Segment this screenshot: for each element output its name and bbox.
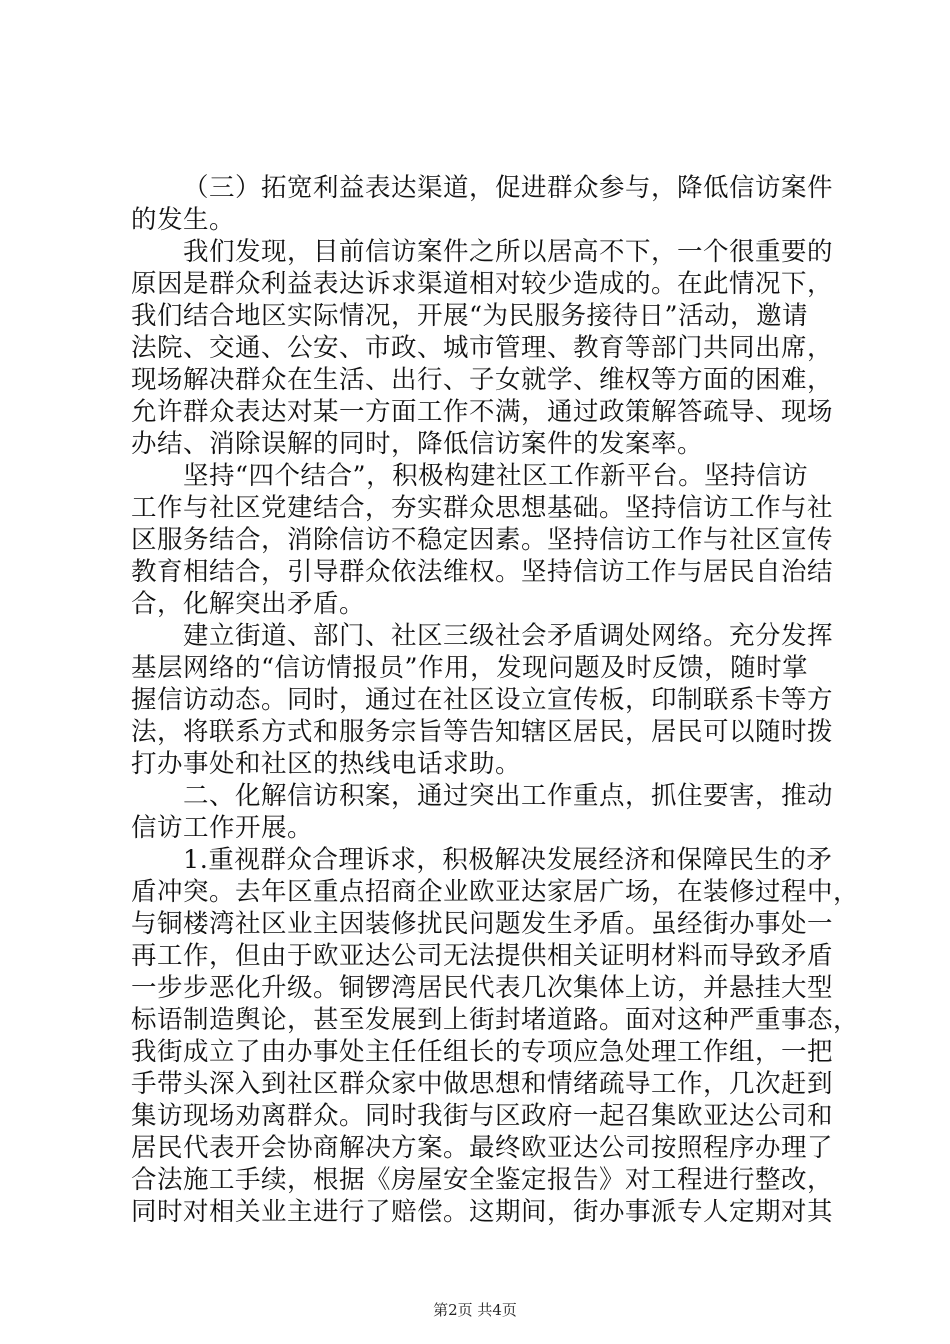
text-line: 握信访动态。同时，通过在社区设立宣传板，印制联系卡等方 bbox=[131, 685, 834, 715]
page-footer: 第2页 共4页 bbox=[433, 1301, 517, 1319]
text-line: 手带头深入到社区群众家中做思想和情绪疏导工作，几次赶到 bbox=[131, 1069, 834, 1099]
text-line: （三）拓宽利益表达渠道，促进群众参与，降低信访案件 bbox=[183, 173, 834, 203]
text-line: 坚持“四个结合”，积极构建社区工作新平台。坚持信访 bbox=[183, 461, 809, 491]
text-line: 允许群众表达对某一方面工作不满，通过政策解答疏导、现场 bbox=[131, 397, 834, 427]
paragraph bbox=[131, 780, 834, 844]
text-line: 标语制造舆论，甚至发展到上街封堵道路。面对这种严重事态， bbox=[131, 1005, 860, 1035]
text-line: 的发生。 bbox=[131, 205, 236, 235]
text-line: 一步步恶化升级。铜锣湾居民代表几次集体上访，并悬挂大型 bbox=[131, 973, 834, 1003]
paragraph bbox=[131, 172, 834, 236]
text-line: 集访现场劝离群众。同时我街与区政府一起召集欧亚达公司和 bbox=[131, 1101, 834, 1131]
text-line: 再工作，但由于欧亚达公司无法提供相关证明材料而导致矛盾 bbox=[131, 941, 834, 971]
document-body bbox=[131, 172, 860, 1228]
text-line: 与铜楼湾社区业主因装修扰民问题发生矛盾。虽经街办事处一 bbox=[131, 909, 834, 939]
paragraph bbox=[131, 844, 860, 1228]
text-line: 合，化解突出矛盾。 bbox=[131, 589, 366, 619]
text-line: 法，将联系方式和服务宗旨等告知辖区居民，居民可以随时拨 bbox=[131, 717, 834, 747]
text-line: 建立街道、部门、社区三级社会矛盾调处网络。充分发挥 bbox=[183, 621, 834, 651]
text-line: 信访工作开展。 bbox=[131, 813, 314, 843]
text-line: 现场解决群众在生活、出行、子女就学、维权等方面的困难， bbox=[131, 365, 834, 395]
text-line: 合法施工手续，根据《房屋安全鉴定报告》对工程进行整改， bbox=[131, 1165, 834, 1195]
text-line: 区服务结合，消除信访不稳定因素。坚持信访工作与社区宣传 bbox=[131, 525, 834, 555]
text-line: 基层网络的“信访情报员”作用，发现问题及时反馈，随时掌 bbox=[131, 653, 809, 683]
paragraph bbox=[131, 236, 834, 460]
text-line: 二、化解信访积案，通过突出工作重点，抓住要害，推动 bbox=[183, 781, 834, 811]
text-line: 我们发现，目前信访案件之所以居高不下，一个很重要的 bbox=[183, 237, 834, 267]
text-line: 打办事处和社区的热线电话求助。 bbox=[131, 749, 522, 779]
text-line: 我们结合地区实际情况，开展“为民服务接待日”活动，邀请 bbox=[131, 301, 809, 331]
text-line: 盾冲突。去年区重点招商企业欧亚达家居广场，在装修过程中， bbox=[131, 877, 860, 907]
paragraph bbox=[131, 460, 834, 620]
text-line: 教育相结合，引导群众依法维权。坚持信访工作与居民自治结 bbox=[131, 557, 834, 587]
paragraph bbox=[131, 620, 834, 780]
text-line: 1.重视群众合理诉求，积极解决发展经济和保障民生的矛 bbox=[183, 845, 833, 875]
text-line: 我街成立了由办事处主任任组长的专项应急处理工作组，一把 bbox=[131, 1037, 834, 1067]
text-line: 同时对相关业主进行了赔偿。这期间，街办事派专人定期对其 bbox=[131, 1197, 834, 1227]
text-line: 办结、消除误解的同时，降低信访案件的发案率。 bbox=[131, 429, 704, 459]
text-line: 居民代表开会协商解决方案。最终欧亚达公司按照程序办理了 bbox=[131, 1133, 834, 1163]
text-line: 原因是群众利益表达诉求渠道相对较少造成的。在此情况下， bbox=[131, 269, 834, 299]
text-line: 工作与社区党建结合，夯实群众思想基础。坚持信访工作与社 bbox=[131, 493, 834, 523]
text-line: 法院、交通、公安、市政、城市管理、教育等部门共同出席， bbox=[131, 333, 834, 363]
